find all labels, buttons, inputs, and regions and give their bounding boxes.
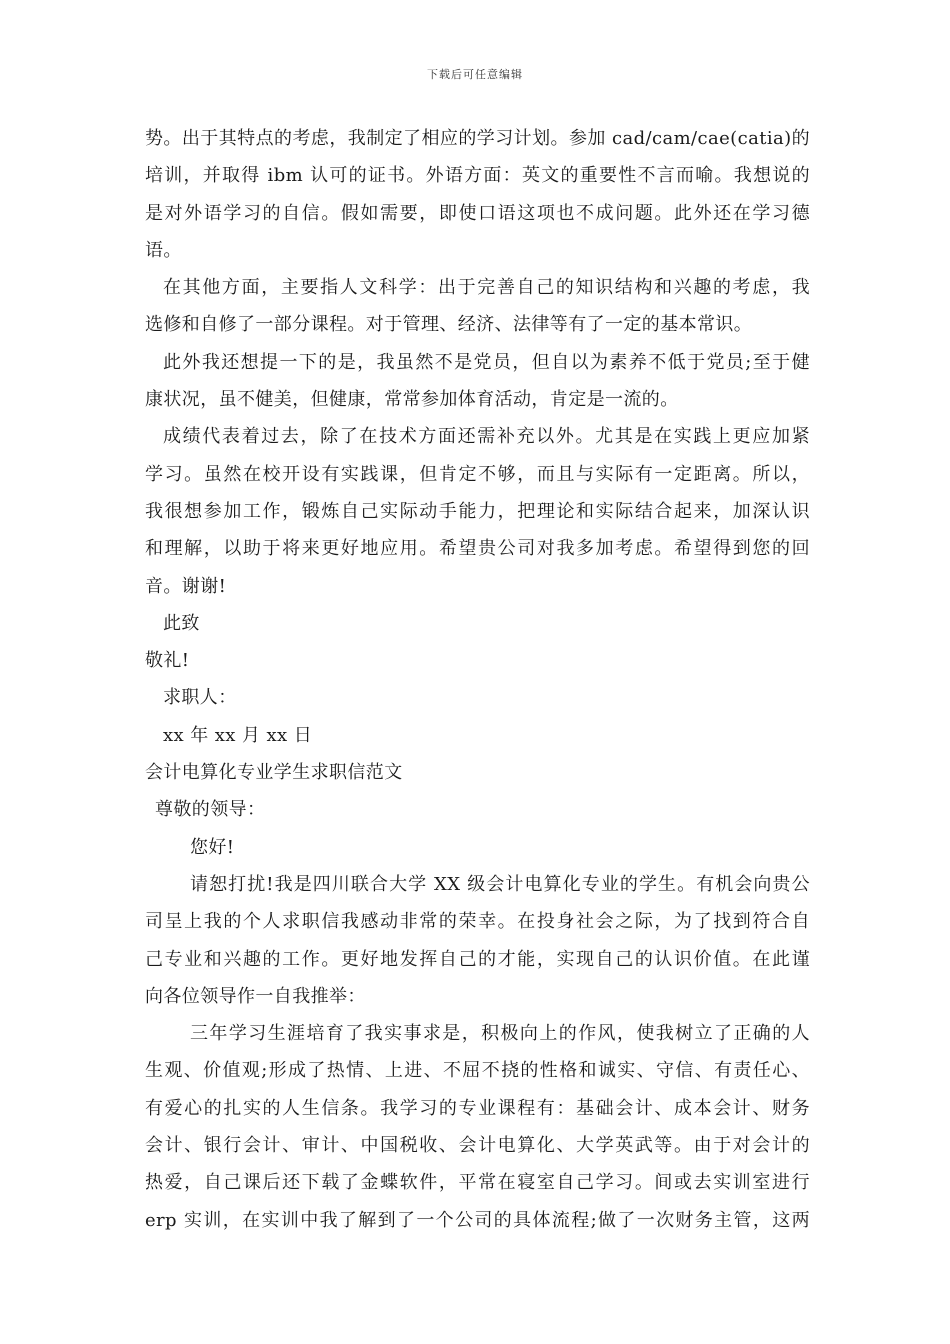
text-line: 培训，并取得 ibm 认可的证书。外语方面：英文的重要性不言而喻。我想说的 — [145, 165, 810, 187]
paragraph-start-line: 三年学习生涯培育了我实事求是，积极向上的作风，使我树立了正确的人 — [190, 1023, 810, 1045]
letter-body — [145, 120, 810, 1239]
text-line: 生观、价值观;形成了热情、上进、不屈不挠的性格和诚实、守信、有责任心、 — [145, 1060, 810, 1082]
text-line: 学习。虽然在校开设有实践课，但肯定不够，而且与实际有一定距离。所以， — [145, 463, 810, 485]
text-line: 有爱心的扎实的人生信条。我学习的专业课程有：基础会计、成本会计、财务 — [145, 1097, 810, 1119]
greeting-hello: 您好! — [190, 836, 235, 858]
text-line: 是对外语学习的自信。假如需要，即使口语这项也不成问题。此外还在学习德 — [145, 202, 810, 224]
text-line: 司呈上我的个人求职信我感动非常的荣幸。在投身社会之际，为了找到符合自 — [145, 911, 810, 933]
paragraph-start-line: 请恕打扰!我是四川联合大学 XX 级会计电算化专业的学生。有机会向贵公 — [190, 873, 810, 895]
paragraph-start-line: 在其他方面，主要指人文科学：出于完善自己的知识结构和兴趣的考虑，我 — [163, 277, 810, 299]
text-line: 己专业和兴趣的工作。更好地发挥自己的才能，实现自己的认识价值。在此谨 — [145, 948, 810, 970]
closing-regards: 敬礼! — [145, 650, 190, 672]
text-line: 向各位领导作一自我推举： — [145, 985, 366, 1007]
paragraph-start-line: 成绩代表着过去，除了在技术方面还需补充以外。尤其是在实践上更应加紧 — [163, 426, 810, 448]
text-line: erp 实训，在实训中我了解到了一个公司的具体流程;做了一次财务主管，这两 — [145, 1209, 810, 1231]
text-line: 热爱，自己课后还下载了金蝶软件，平常在寝室自己学习。间或去实训室进行 — [145, 1172, 810, 1194]
text-line: 选修和自修了一部分课程。对于管理、经济、法律等有了一定的基本常识。 — [145, 314, 753, 336]
section-title: 会计电算化专业学生求职信范文 — [145, 762, 403, 784]
text-line: 势。出于其特点的考虑，我制定了相应的学习计划。参加 cad/cam/cae(catia)的 — [145, 128, 810, 149]
closing-salutation: 此致 — [163, 612, 200, 634]
text-line: 我很想参加工作，锻炼自己实际动手能力，把理论和实际结合起来，加深认识 — [145, 500, 810, 522]
greeting: 尊敬的领导： — [155, 799, 266, 821]
text-line: 会计、银行会计、审计、中国税收、会计电算化、大学英武等。由于对会计的 — [145, 1135, 810, 1157]
applicant-label: 求职人： — [163, 687, 237, 709]
page-header-note: 下载后可任意编辑 — [427, 68, 523, 81]
text-line: 康状况，虽不健美，但健康，常常参加体育活动，肯定是一流的。 — [145, 389, 679, 411]
paragraph-start-line: 此外我还想提一下的是，我虽然不是党员，但自以为素养不低于党员;至于健 — [163, 351, 810, 373]
text-line: 和理解，以助于将来更好地应用。希望贵公司对我多加考虑。希望得到您的回 — [145, 538, 810, 560]
date-line: xx 年 xx 月 xx 日 — [163, 724, 313, 746]
text-line: 语。 — [145, 239, 182, 261]
text-line: 音。谢谢! — [145, 575, 227, 597]
